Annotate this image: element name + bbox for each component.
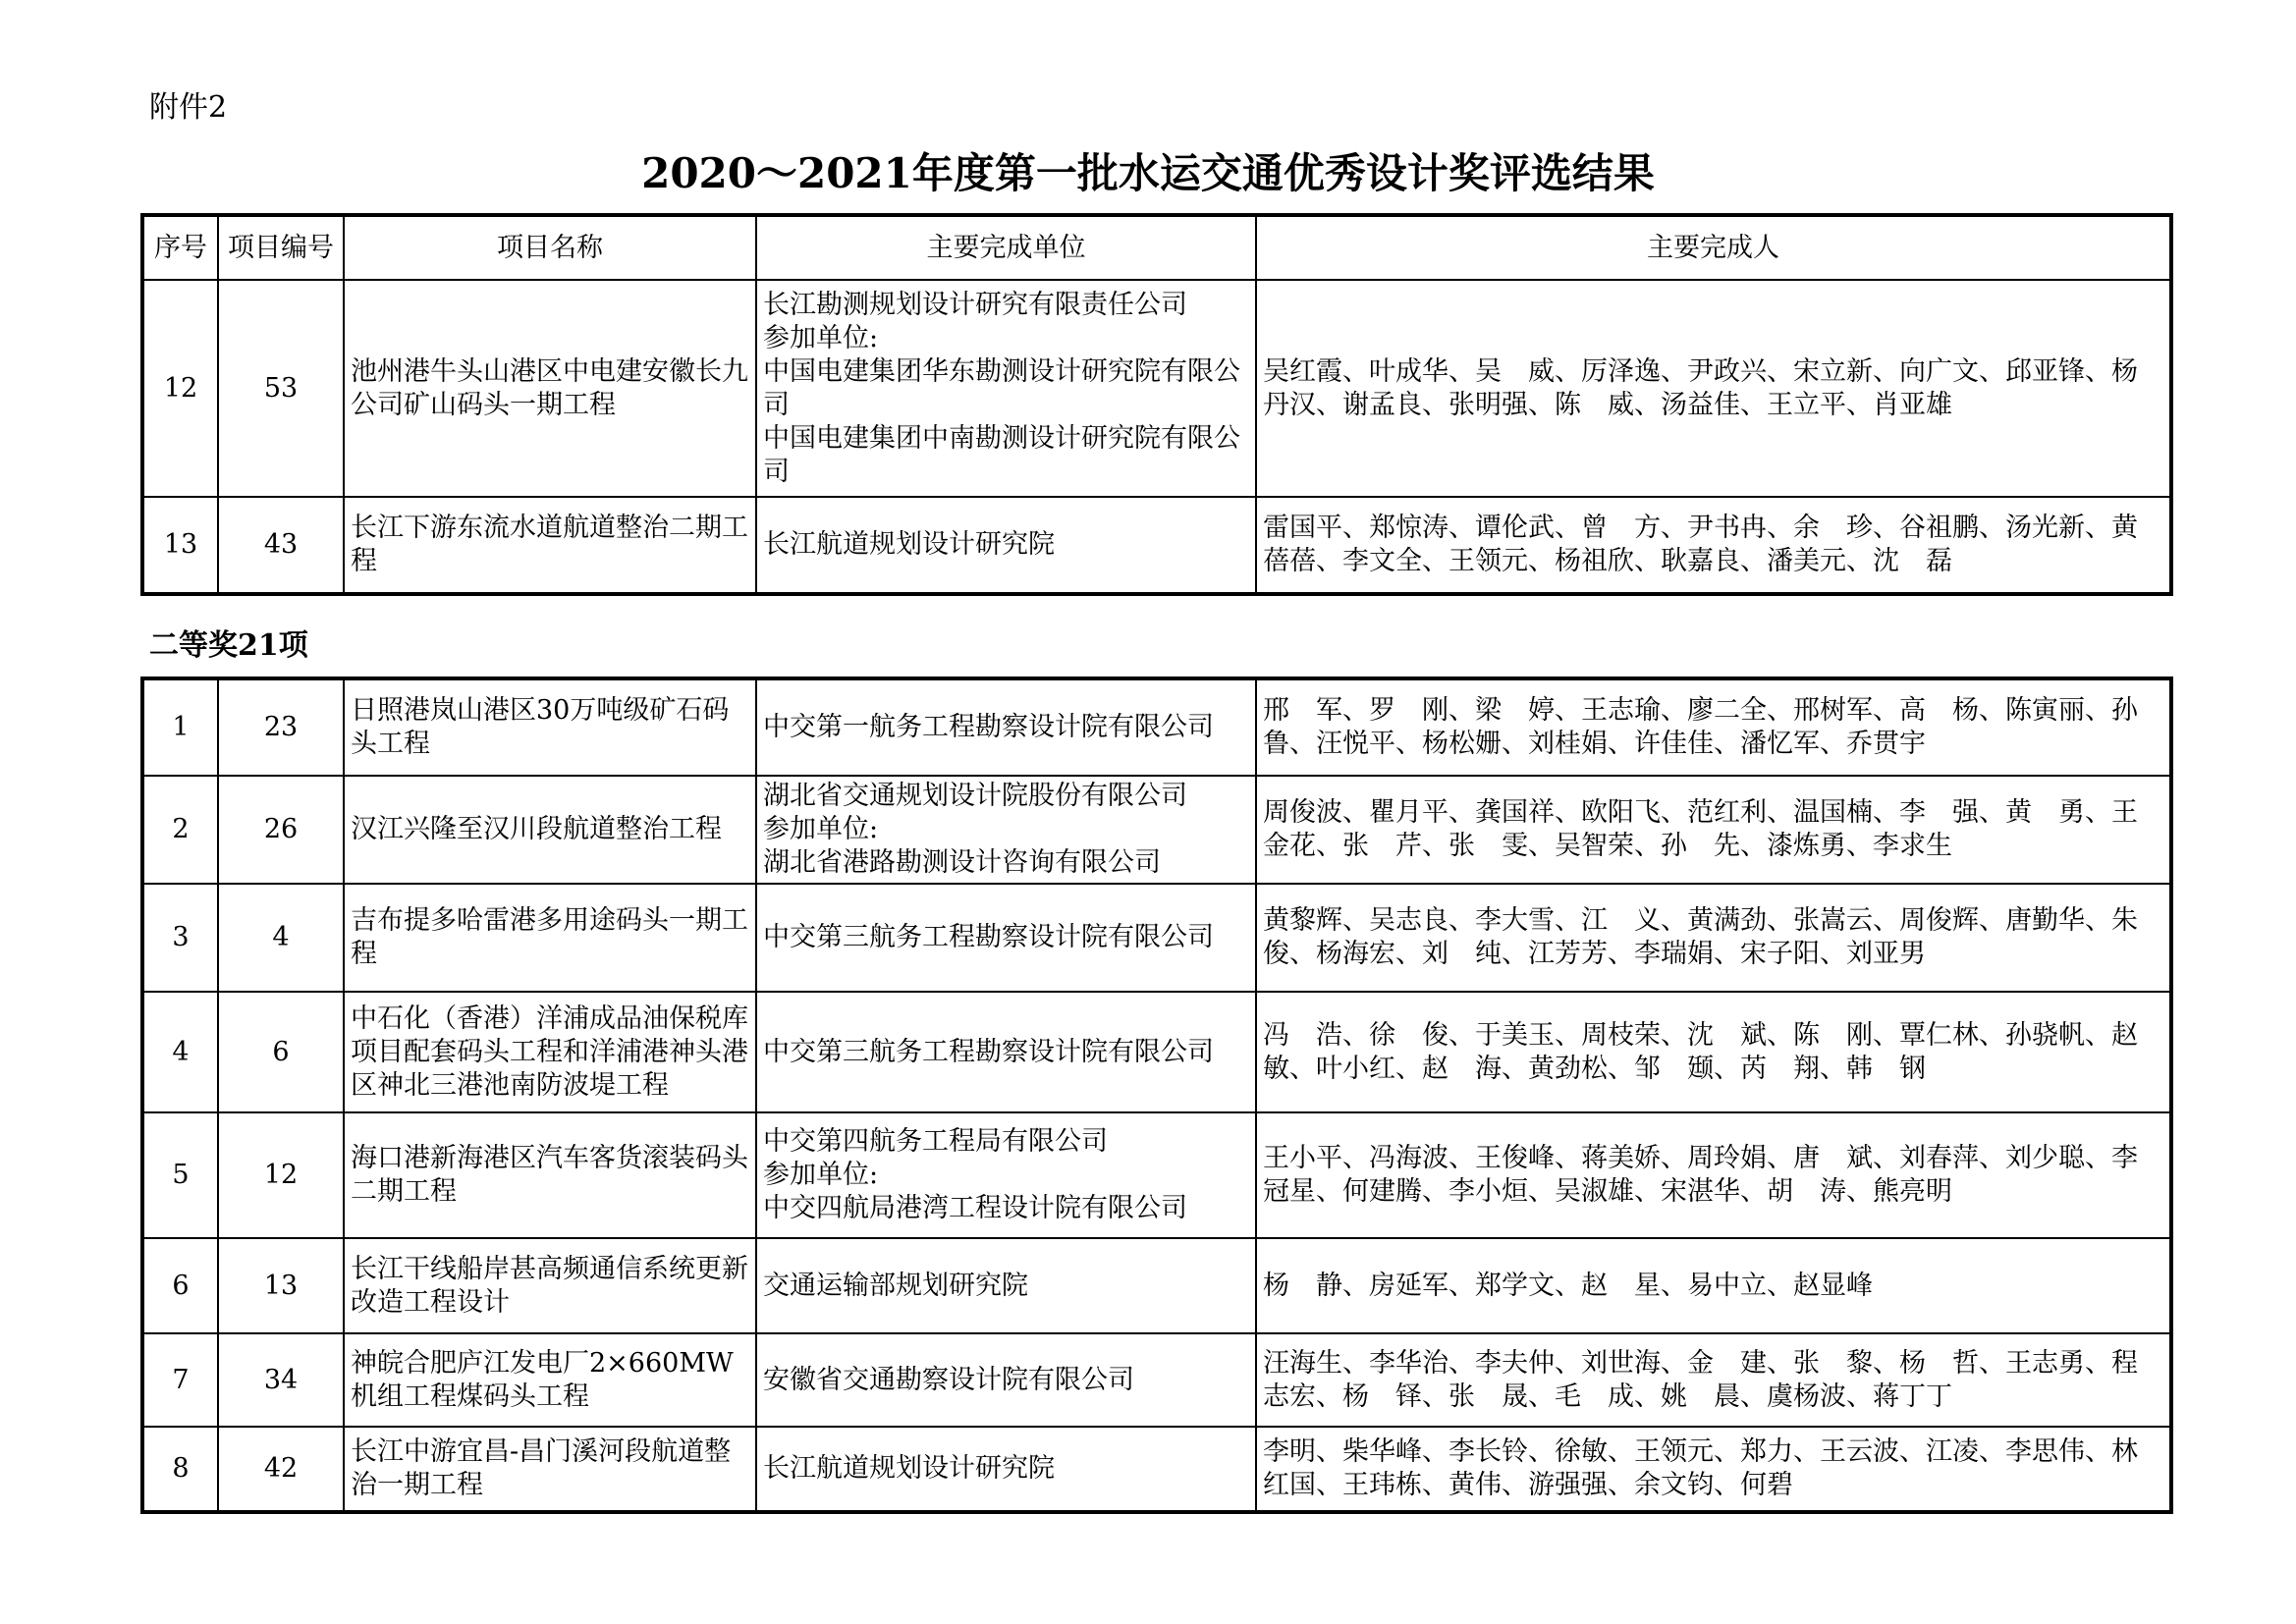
cell-units [756,1112,1256,1238]
cell-seq: 2 [142,776,218,884]
unit-line: 中交第三航务工程勘察设计院有限公司 [763,1036,1214,1067]
cell-project-name: 吉布提多哈雷港多用途码头一期工程 [344,884,756,992]
cell-people: 冯 浩、徐 俊、于美玉、周枝荣、沈 斌、陈 刚、覃仁林、孙骁帆、赵 敏、叶小红、赵 海、黄劲松、邹 颋、芮 翔、韩 钢 [1256,992,2171,1112]
table-row [142,280,2171,497]
unit-line: 中交四航局港湾工程设计院有限公司 [763,1193,1187,1223]
cell-seq: 7 [142,1333,218,1427]
header-people: 主要完成人 [1256,215,2171,280]
unit-line: 长江勘测规划设计研究有限责任公司 [763,289,1187,320]
cell-project-name: 长江中游宜昌-昌门溪河段航道整治一期工程 [344,1427,756,1512]
cell-project-name: 中石化（香港）洋浦成品油保税库项目配套码头工程和洋浦港神头港区神北三港池南防波堤工程 [344,992,756,1112]
cell-project-name: 神皖合肥庐江发电厂2×660MW机组工程煤码头工程 [344,1333,756,1427]
results-table-second-prize [140,677,2173,1514]
unit-line: 交通运输部规划研究院 [763,1270,1028,1301]
header-units: 主要完成单位 [756,215,1256,280]
table-row [142,776,2171,884]
cell-people: 李明、柴华峰、李长铃、徐敏、王领元、郑力、王云波、江凌、李思伟、林红国、王玮栋、黄伟、游强强、余文钧、何碧 [1256,1427,2171,1512]
cell-people: 汪海生、李华治、李夫仲、刘世海、金 建、张 黎、杨 哲、王志勇、程志宏、杨 铎、张 晟、毛 成、姚 晨、虞杨波、蒋丁丁 [1256,1333,2171,1427]
table-row [142,1333,2171,1427]
cell-people: 王小平、冯海波、王俊峰、蒋美娇、周玲娟、唐 斌、刘春萍、刘少聪、李冠星、何建腾、李小烜、吴淑雄、宋湛华、胡 涛、熊亮明 [1256,1112,2171,1238]
cell-units [756,280,1256,497]
cell-seq: 8 [142,1427,218,1512]
cell-seq: 13 [142,497,218,594]
cell-seq: 6 [142,1238,218,1333]
section-heading-second-prize: 二等奖21项 [149,628,308,663]
cell-people: 雷国平、郑惊涛、谭伦武、曾 方、尹书冉、余 珍、谷祖鹏、汤光新、黄蓓蓓、李文全、王领元、杨祖欣、耿嘉良、潘美元、沈 磊 [1256,497,2171,594]
cell-project-name: 海口港新海港区汽车客货滚装码头二期工程 [344,1112,756,1238]
results-table-first-prize [140,213,2173,596]
cell-units [756,1333,1256,1427]
unit-line: 长江航道规划设计研究院 [763,529,1055,560]
unit-line: 中国电建集团华东勘测设计研究院有限公司 [763,355,1240,420]
cell-code: 34 [218,1333,344,1427]
unit-line: 中国电建集团中南勘测设计研究院有限公司 [763,422,1240,487]
cell-units [756,1427,1256,1512]
unit-line: 参加单位: [763,1160,879,1190]
table-row [142,1112,2171,1238]
document-title: 2020～2021年度第一批水运交通优秀设计奖评选结果 [641,149,1655,197]
header-code: 项目编号 [218,215,344,280]
unit-line: 湖北省交通规划设计院股份有限公司 [763,781,1187,811]
cell-units [756,884,1256,992]
unit-line: 中交第四航务工程局有限公司 [763,1126,1108,1157]
cell-seq: 4 [142,992,218,1112]
unit-line: 参加单位: [763,814,879,844]
cell-code: 6 [218,992,344,1112]
unit-line: 参加单位: [763,322,879,353]
header-seq: 序号 [142,215,218,280]
table-header-row [142,215,2171,280]
cell-seq: 12 [142,280,218,497]
cell-project-name: 池州港牛头山港区中电建安徽长九公司矿山码头一期工程 [344,280,756,497]
cell-seq: 5 [142,1112,218,1238]
unit-line: 中交第三航务工程勘察设计院有限公司 [763,922,1214,952]
cell-project-name: 日照港岚山港区30万吨级矿石码头工程 [344,678,756,776]
cell-code: 4 [218,884,344,992]
cell-code: 42 [218,1427,344,1512]
table-row [142,1427,2171,1512]
cell-units [756,1238,1256,1333]
cell-people: 杨 静、房延军、郑学文、赵 星、易中立、赵显峰 [1256,1238,2171,1333]
cell-people: 吴红霞、叶成华、吴 威、厉泽逸、尹政兴、宋立新、向广文、邱亚锋、杨丹汉、谢孟良、张明强、陈 威、汤益佳、王立平、肖亚雄 [1256,280,2171,497]
cell-code: 53 [218,280,344,497]
cell-seq: 1 [142,678,218,776]
cell-code: 43 [218,497,344,594]
cell-units [756,776,1256,884]
cell-people: 邢 军、罗 刚、梁 婷、王志瑜、廖二全、邢树军、高 杨、陈寅丽、孙 鲁、汪悦平、杨松姗、刘桂娟、许佳佳、潘忆军、乔贯宇 [1256,678,2171,776]
cell-units [756,678,1256,776]
cell-people: 黄黎辉、吴志良、李大雪、江 义、黄满劲、张嵩云、周俊辉、唐勤华、朱 俊、杨海宏、刘 纯、江芳芳、李瑞娟、宋子阳、刘亚男 [1256,884,2171,992]
table-row [142,1238,2171,1333]
cell-units [756,497,1256,594]
cell-code: 23 [218,678,344,776]
cell-code: 26 [218,776,344,884]
table-row [142,884,2171,992]
cell-code: 12 [218,1112,344,1238]
cell-code: 13 [218,1238,344,1333]
unit-line: 中交第一航务工程勘察设计院有限公司 [763,712,1214,742]
cell-project-name: 长江干线船岸甚高频通信系统更新改造工程设计 [344,1238,756,1333]
cell-project-name: 汉江兴隆至汉川段航道整治工程 [344,776,756,884]
header-name: 项目名称 [344,215,756,280]
table-row [142,678,2171,776]
cell-units [756,992,1256,1112]
unit-line: 湖北省港路勘测设计咨询有限公司 [763,847,1161,878]
cell-seq: 3 [142,884,218,992]
cell-project-name: 长江下游东流水道航道整治二期工程 [344,497,756,594]
unit-line: 安徽省交通勘察设计院有限公司 [763,1364,1134,1395]
unit-line: 长江航道规划设计研究院 [763,1453,1055,1484]
attachment-label: 附件2 [149,90,228,125]
table-row [142,992,2171,1112]
table-row [142,497,2171,594]
cell-people: 周俊波、瞿月平、龚国祥、欧阳飞、范红利、温国楠、李 强、黄 勇、王金花、张 芹、张 雯、吴智荣、孙 先、漆炼勇、李求生 [1256,776,2171,884]
